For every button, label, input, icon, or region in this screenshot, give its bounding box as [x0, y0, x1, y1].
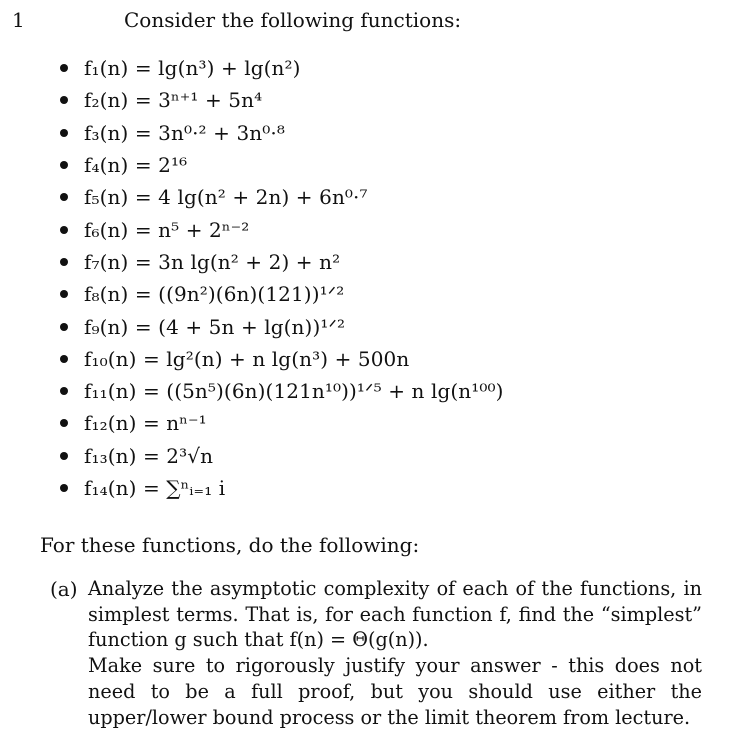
bullet-icon — [60, 484, 68, 492]
function-item — [60, 181, 504, 213]
function-formula: f₁₃(n) = 2³√n — [84, 443, 214, 468]
function-formula: f₂(n) = 3ⁿ⁺¹ + 5n⁴ — [84, 88, 263, 113]
page-number: 1 — [12, 8, 25, 32]
function-item — [60, 407, 504, 439]
function-item — [60, 149, 504, 181]
function-item — [60, 84, 504, 116]
bullet-icon — [60, 226, 68, 234]
part-a-label: (a) — [50, 577, 78, 601]
function-formula: f₃(n) = 3n⁰·² + 3n⁰·⁸ — [84, 120, 285, 145]
bullet-icon — [60, 323, 68, 331]
part-a-paragraph-2: Make sure to rigorously justify your answer - this does not need to be a full proof, but you should use either the upper/lower bound process or the limit theorem from lecture. — [88, 654, 702, 729]
function-formula: f₁₀(n) = lg²(n) + n lg(n³) + 500n — [84, 346, 410, 371]
bullet-icon — [60, 193, 68, 201]
bullet-icon — [60, 258, 68, 266]
function-formula: f₉(n) = (4 + 5n + lg(n))¹ᐟ² — [84, 314, 346, 339]
function-item — [60, 52, 504, 84]
bullet-icon — [60, 96, 68, 104]
function-item — [60, 440, 504, 472]
function-formula: f₁₄(n) = ∑ⁿᵢ₌₁ i — [84, 476, 226, 500]
function-formula: f₆(n) = n⁵ + 2ⁿ⁻² — [84, 217, 250, 242]
bullet-icon — [60, 419, 68, 427]
part-a-paragraph-1: Analyze the asymptotic complexity of each of the functions, in simplest terms. That is, for each function f, find the “simplest” function g such that f(n) = Θ(g(n)). — [88, 577, 702, 652]
bullet-icon — [60, 290, 68, 298]
intro-text: Consider the following functions: — [124, 8, 462, 32]
function-formula: f₇(n) = 3n lg(n² + 2) + n² — [84, 249, 341, 274]
part-a-body — [88, 576, 702, 730]
function-item — [60, 343, 504, 375]
bullet-icon — [60, 355, 68, 363]
function-item — [60, 472, 504, 504]
function-formula: f₈(n) = ((9n²)(6n)(121))¹ᐟ² — [84, 282, 345, 307]
function-formula: f₄(n) = 2¹⁶ — [84, 153, 188, 178]
function-formula: f₅(n) = 4 lg(n² + 2n) + 6n⁰·⁷ — [84, 185, 368, 210]
bullet-icon — [60, 161, 68, 169]
function-formula: f₁₂(n) = nⁿ⁻¹ — [84, 411, 207, 436]
bullet-icon — [60, 452, 68, 460]
instruction-text: For these functions, do the following: — [40, 533, 420, 557]
function-item — [60, 375, 504, 407]
function-item — [60, 278, 504, 310]
bullet-icon — [60, 64, 68, 72]
function-item — [60, 117, 504, 149]
bullet-icon — [60, 129, 68, 137]
function-formula: f₁(n) = lg(n³) + lg(n²) — [84, 56, 301, 81]
function-item — [60, 213, 504, 245]
function-item — [60, 246, 504, 278]
function-formula: f₁₁(n) = ((5n⁵)(6n)(121n¹⁰))¹ᐟ⁵ + n lg(n¹⁰⁰) — [84, 379, 504, 404]
bullet-icon — [60, 387, 68, 395]
function-list — [60, 52, 504, 504]
function-item — [60, 310, 504, 342]
